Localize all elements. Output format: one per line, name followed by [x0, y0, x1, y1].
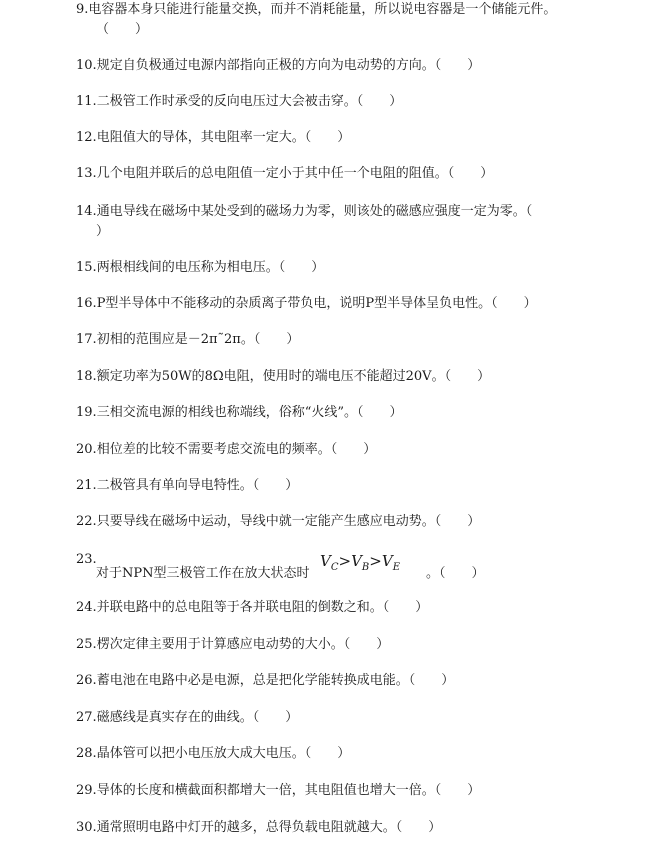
question-text: 几个电阻并联后的总电阻值一定小于其中任一个电阻的阻值。（ ）: [96, 166, 494, 181]
question-text: 初相的范围应是－2π˜2π。（ ）: [96, 332, 300, 347]
question-number: 14.: [76, 204, 97, 219]
question-text-continuation: （ ）: [96, 22, 149, 37]
question-text: 二极管工作时承受的反向电压过大会被击穿。（ ）: [96, 94, 403, 109]
question-text: 蓄电池在电路中必是电源，总是把化学能转换成电能。（ ）: [96, 673, 455, 688]
question-number: 19.: [76, 405, 97, 420]
question-text: 三相交流电源的相线也称端线，俗称“火线”。（ ）: [96, 405, 403, 420]
question-11: [76, 92, 646, 112]
question-16: [76, 294, 646, 314]
question-25: [76, 635, 646, 655]
question-text: 通常照明电路中灯开的越多，总得负载电阻就越大。（ ）: [96, 820, 442, 835]
question-12: [76, 128, 646, 148]
question-text: 规定自负极通过电源内部指向正极的方向为电动势的方向。（ ）: [96, 58, 481, 73]
question-19: [76, 403, 646, 423]
question-15: [76, 258, 646, 278]
question-number: 13.: [76, 166, 97, 181]
question-number: 17.: [76, 332, 97, 347]
question-text: 晶体管可以把小电压放大成大电压。（ ）: [96, 746, 351, 761]
question-text: 相位差的比较不需要考虑交流电的频率。（ ）: [96, 442, 377, 457]
question-13: [76, 164, 646, 184]
question-text: 磁感线是真实存在的曲线。（ ）: [96, 710, 299, 725]
question-number: 30.: [76, 820, 97, 835]
question-number: 22.: [76, 514, 97, 529]
question-number: 20.: [76, 442, 97, 457]
question-21: [76, 476, 646, 496]
question-text: 电容器本身只能进行能量交换，而并不消耗能量，所以说电容器是一个储能元件。: [88, 2, 557, 17]
question-text: 对于NPN型三极管工作在放大状态时: [96, 566, 310, 581]
question-text: 额定功率为50W的8Ω电阻，使用时的端电压不能超过20V。（ ）: [96, 369, 491, 384]
question-number: 25.: [76, 637, 97, 652]
question-10: [76, 56, 646, 76]
question-text: 并联电路中的总电阻等于各并联电阻的倒数之和。（ ）: [96, 600, 429, 615]
question-text: P型半导体中不能移动的杂质离子带负电，说明P型半导体呈负电性。（ ）: [96, 296, 537, 311]
question-20: [76, 440, 646, 460]
question-27: [76, 708, 646, 728]
question-text: 楞次定律主要用于计算感应电动势的大小。（ ）: [96, 637, 390, 652]
question-number: 26.: [76, 673, 97, 688]
question-number: 9.: [76, 2, 89, 17]
question-number: 15.: [76, 260, 97, 275]
question-number: 16.: [76, 296, 97, 311]
question-number: 18.: [76, 369, 97, 384]
question-text-continuation: ）: [96, 224, 110, 239]
question-28: [76, 744, 646, 764]
question-14: [76, 202, 646, 242]
question-22: [76, 512, 646, 532]
question-number: 28.: [76, 746, 97, 761]
question-26: [76, 671, 646, 691]
question-text: 两根相线间的电压称为相电压。（ ）: [96, 260, 325, 275]
question-30: [76, 818, 646, 838]
question-number: 23.: [76, 552, 97, 567]
question-text: 通电导线在磁场中某处受到的磁场力为零，则该处的磁感应强度一定为零。（: [96, 204, 533, 219]
question-number: 29.: [76, 783, 97, 798]
question-text-tail: 。（ ）: [426, 566, 485, 581]
question-text: 只要导线在磁场中运动，导线中就一定能产生感应电动势。（ ）: [96, 514, 481, 529]
question-number: 12.: [76, 130, 97, 145]
question-number: 21.: [76, 478, 97, 493]
question-number: 10.: [76, 58, 97, 73]
question-17: [76, 330, 646, 350]
question-text: 二极管具有单向导电特性。（ ）: [96, 478, 299, 493]
question-9: [76, 0, 646, 40]
question-29: [76, 781, 646, 801]
question-text: 电阻值大的导体，其电阻率一定大。（ ）: [96, 130, 351, 145]
question-18: [76, 367, 646, 387]
question-number: 27.: [76, 710, 97, 725]
question-24: [76, 598, 646, 618]
question-number: 24.: [76, 600, 97, 615]
question-text: 导体的长度和横截面积都增大一倍，其电阻值也增大一倍。（ ）: [96, 783, 481, 798]
question-number: 11.: [76, 94, 97, 109]
voltage-inequality-formula: $V_C>V_B>V_E$: [320, 552, 401, 573]
